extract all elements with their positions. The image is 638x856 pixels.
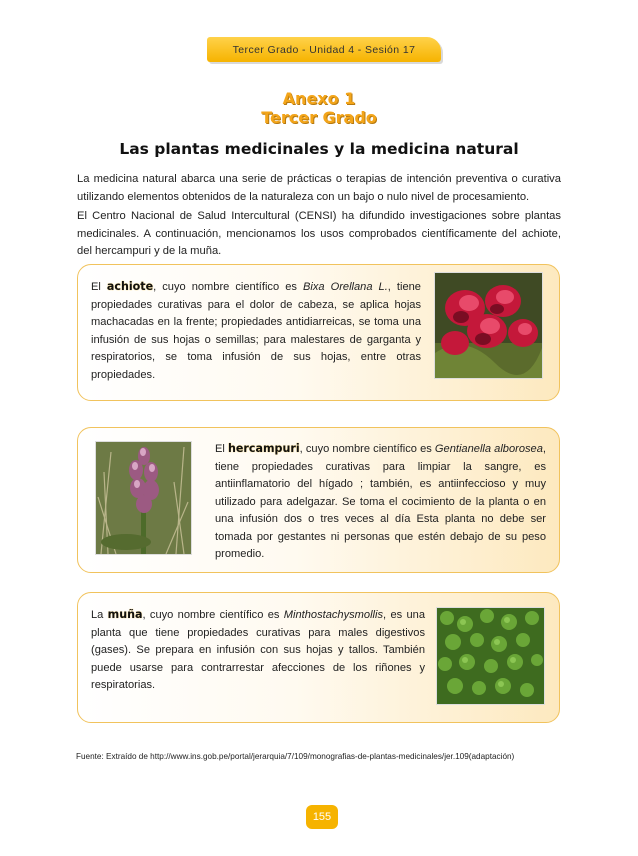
intro-paragraph-1: La medicina natural abarca una serie de prácticas o terapias de intención preventiva o curativa utilizando elementos obtenidos de la naturaleza con un bajo o nulo nivel de procesamiento. [77,173,561,203]
achiote-photo [434,272,543,379]
achiote-scientific-name: Bixa Orellana L. [302,281,388,293]
muna-card [77,592,560,723]
muna-photo [436,607,545,705]
intro-paragraph-2: El Centro Nacional de Salud Intercultural (CENSI) ha difundido investigaciones sobre plantas medicinales. A continuación, mencionamos los usos comprobados científicamente del achiote, del hercampuri y de la muña. [77,210,561,257]
header-banner: Tercer Grado - Unidad 4 - Sesión 17 [207,37,441,62]
hercampuri-text: El hercampuri, cuyo nombre científico es Gentianella alborosea, tiene propiedades curativas para limpiar la sangre, es antiinflamatorio del hígado ; también, es antiinfeccioso y muy utilizado para adelgazar. Se toma el cocimiento de la planta o en una infusión dos o tres veces al día Esta planta no debe ser tomada por gestantes ni personas que estén debajo de su peso promedio. [215,442,546,560]
muna-name: muña [107,608,143,621]
achiote-name: achiote [106,280,154,293]
hercampuri-scientific-name: Gentianella alborosea [434,443,543,455]
hercampuri-photo [95,441,192,555]
hercampuri-card [77,427,560,573]
hercampuri-name: hercampuri [228,442,300,455]
muna-text: La muña, cuyo nombre científico es Minthostachysmollis, es una planta que tiene propiedades curativas para males digestivos (gases). Se prepara en infusión con sus hojas y tallos. También puede usarse para contrarrestar afecciones de los riñones y respiratorias. [91,608,425,691]
annex-grade: Tercer Grado [261,108,377,127]
page-number: 155 [306,805,338,829]
muna-scientific-name: Minthostachysmollis [283,609,384,621]
page-title: Las plantas medicinales y la medicina natural [119,140,519,158]
achiote-text: El achiote, cuyo nombre científico es Bixa Orellana L., tiene propiedades curativas para el dolor de cabeza, se aplica hojas machacadas en la frente; propiedades antidiarreicas, se toma una infusión de sus hojas o semillas; para malestares de garganta y respiratorios, se toma infusión de sus hojas, entre otras propiedades. [91,280,421,381]
achiote-card [77,264,560,401]
annex-label: Anexo 1 [282,89,356,108]
source-citation: Fuente: Extraído de http://www.ins.gob.pe/portal/jerarquia/7/109/monografias-de-plantas-medicinales/jer.109(adaptación) [76,752,515,761]
